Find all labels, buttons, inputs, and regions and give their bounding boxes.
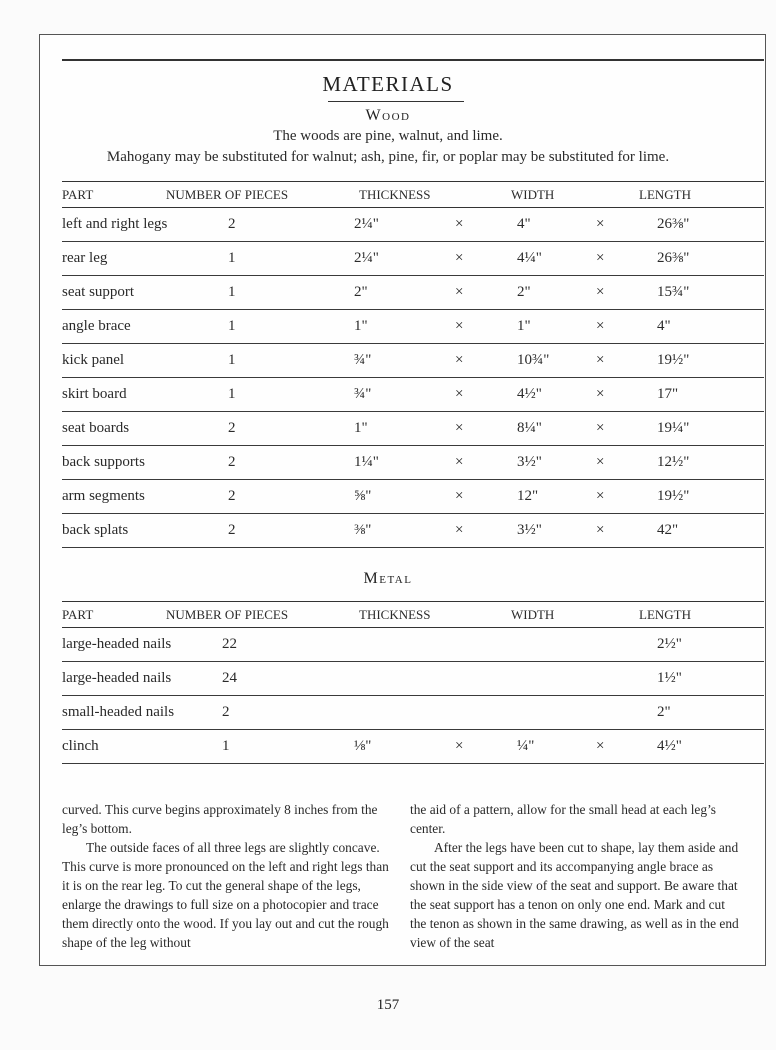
cell-part: skirt board [62,386,127,402]
cell-number: 2 [228,488,236,504]
cell-thickness: 2" [354,284,368,300]
cell-length: 19½" [657,352,690,368]
table-row [62,276,764,310]
cell-part: arm segments [62,488,145,504]
page-title: MATERIALS [322,72,454,96]
metal-table [62,601,764,764]
table-row [62,480,764,514]
times-sign: × [455,284,464,300]
cell-length: 15¾" [657,284,690,300]
cell-thickness: 2¼" [354,216,379,232]
cell-width: 1" [517,318,531,334]
cell-width: 10¾" [517,352,550,368]
cell-number: 1 [228,250,236,266]
cell-width: 3½" [517,454,542,470]
times-sign: × [455,522,464,538]
col-header-number: NUMBER OF PIECES [166,187,289,202]
cell-length: 26⅜" [657,216,690,232]
cell-number: 2 [228,216,236,232]
cell-thickness: 1" [354,420,368,436]
cell-part: large-headed nails [62,636,172,652]
times-sign: × [455,318,464,334]
table-row [62,242,764,276]
body-column-left [62,800,394,952]
cell-number: 2 [228,454,236,470]
cell-length: 12½" [657,454,690,470]
cell-part: left and right legs [62,216,168,232]
table-row [62,696,764,730]
cell-length: 1½" [657,670,682,686]
times-sign: × [455,216,464,232]
cell-thickness: ⅜" [354,522,372,538]
table-row [62,514,764,548]
cell-length: 19¼" [657,420,690,436]
times-sign: × [596,420,605,436]
table-row [62,628,764,662]
cell-width: 4" [517,216,531,232]
cell-number: 24 [222,670,237,686]
cell-part: back supports [62,454,145,470]
table-row [62,446,764,480]
times-sign: × [455,454,464,470]
col-header-length: LENGTH [639,607,691,622]
cell-number: 2 [222,704,230,720]
wood-intro-line2: Mahogany may be substituted for walnut; ash, pine, fir, or poplar may be substituted for lime. [106,149,670,165]
times-sign: × [455,488,464,504]
table-row [62,662,764,696]
title-underline [328,101,464,102]
paragraph: the aid of a pattern, allow for the small head at each leg’s center. [410,802,717,836]
times-sign: × [455,420,464,436]
body-column-right [410,800,742,952]
cell-length: 4" [657,318,671,334]
col-header-width: WIDTH [511,607,555,622]
col-header-part: PART [62,187,94,202]
cell-part: kick panel [62,352,125,368]
table-row [62,208,764,242]
cell-number: 1 [228,284,236,300]
wood-intro-line1: The woods are pine, walnut, and lime. [273,128,503,144]
wood-table-header [62,181,764,208]
cell-part: seat support [62,284,135,300]
cell-length: 17" [657,386,679,402]
times-sign: × [596,352,605,368]
cell-part: clinch [62,738,99,754]
cell-number: 1 [228,352,236,368]
table-row [62,412,764,446]
col-header-thickness: THICKNESS [359,187,431,202]
cell-length: 26⅜" [657,250,690,266]
cell-thickness: ¾" [354,352,372,368]
paragraph: curved. This curve begins approximately 8 inches from the leg’s bottom. [62,802,378,836]
times-sign: × [596,216,605,232]
col-header-width: WIDTH [511,187,555,202]
cell-number: 1 [222,738,230,754]
cell-length: 2" [657,704,671,720]
cell-width: 3½" [517,522,542,538]
cell-part: back splats [62,522,129,538]
cell-thickness: ⅝" [354,488,372,504]
times-sign: × [596,318,605,334]
cell-thickness: 1¼" [354,454,379,470]
cell-width: 2" [517,284,531,300]
cell-width: 8¼" [517,420,542,436]
cell-number: 1 [228,386,236,402]
cell-thickness: 1" [354,318,368,334]
table-row [62,344,764,378]
times-sign: × [596,738,605,754]
paragraph: The outside faces of all three legs are slightly concave. This curve is more pronounced on the left and right legs than it is on the rear leg. To cut the general shape of the legs, enlarge the drawings to full size on a photocopier and trace them directly onto the wood. If you lay out and cut the rough shape of the leg without [62,840,389,950]
cell-number: 2 [228,522,236,538]
times-sign: × [455,738,464,754]
cell-number: 22 [222,636,237,652]
wood-table [62,181,764,548]
cell-width: 12" [517,488,539,504]
cell-width: 4½" [517,386,542,402]
col-header-part: PART [62,607,94,622]
cell-thickness: ¾" [354,386,372,402]
col-header-length: LENGTH [639,187,691,202]
cell-width: ¼" [517,738,535,754]
table-row [62,730,764,764]
cell-length: 42" [657,522,679,538]
cell-length: 2½" [657,636,682,652]
cell-thickness: ⅛" [354,738,372,754]
times-sign: × [455,386,464,402]
cell-number: 2 [228,420,236,436]
cell-part: rear leg [62,250,108,266]
times-sign: × [596,488,605,504]
times-sign: × [596,250,605,266]
times-sign: × [455,352,464,368]
cell-part: angle brace [62,318,131,334]
cell-part: seat boards [62,420,130,436]
cell-part: small-headed nails [62,704,175,720]
table-row [62,378,764,412]
times-sign: × [596,284,605,300]
paragraph: After the legs have been cut to shape, lay them aside and cut the seat support and its accompanying angle brace as shown in the side view of the seat and support. Be aware that the seat support has a tenon on only one end. Mark and cut the tenon as shown in the same drawing, as well as in the end view of the seat [410,840,739,950]
col-header-thickness: THICKNESS [359,607,431,622]
cell-length: 19½" [657,488,690,504]
times-sign: × [596,386,605,402]
page-number: 157 [376,997,400,1013]
wood-heading: Wood [365,107,411,124]
cell-thickness: 2¼" [354,250,379,266]
cell-width: 4¼" [517,250,542,266]
times-sign: × [596,454,605,470]
table-row [62,310,764,344]
top-rule [62,59,764,61]
times-sign: × [455,250,464,266]
cell-number: 1 [228,318,236,334]
cell-length: 4½" [657,738,682,754]
metal-table-header [62,601,764,628]
col-header-number: NUMBER OF PIECES [166,607,289,622]
times-sign: × [596,522,605,538]
cell-part: large-headed nails [62,670,172,686]
metal-heading: Metal [363,570,413,587]
